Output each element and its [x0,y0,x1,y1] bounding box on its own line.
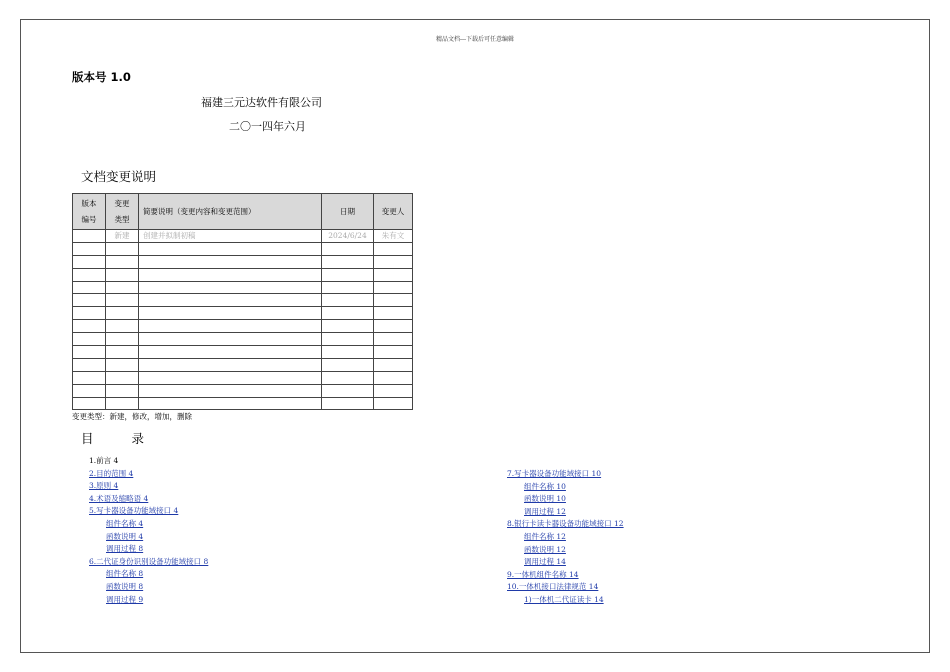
table-cell [139,294,322,307]
table-cell [374,397,413,410]
table-cell [139,242,322,255]
toc-entry[interactable] [507,544,624,557]
table-cell [73,333,106,346]
table-row [73,281,413,294]
table-cell [106,320,139,333]
table-row [73,371,413,384]
table-cell [139,358,322,371]
toc-link[interactable]: 3.原则 4 [89,481,119,491]
table-cell [374,242,413,255]
document-date: 二〇一四年六月 [229,120,306,133]
table-cell [106,281,139,294]
table-cell [322,294,374,307]
table-cell [106,358,139,371]
table-cell [106,346,139,359]
toc-entry[interactable] [89,543,208,556]
toc-link[interactable]: 函数说明 8 [106,581,144,591]
table-cell [139,371,322,384]
toc-link[interactable]: 调用过程 8 [106,544,144,554]
table-row [73,358,413,371]
table-cell [374,384,413,397]
table-cell [139,320,322,333]
toc-link[interactable]: 5.写卡器设备功能域接口 4 [89,506,179,516]
toc-entry[interactable] [507,468,624,481]
version-label: 版本号 1.0 [72,70,131,84]
table-cell [322,242,374,255]
toc-entry[interactable] [507,493,624,506]
table-header-row [73,194,413,230]
toc-link[interactable]: 4.术语及缩略语 4 [89,493,149,503]
table-cell [374,320,413,333]
table-cell [374,333,413,346]
toc-link[interactable]: 组件名称 4 [106,518,144,528]
table-cell [139,255,322,268]
toc-link[interactable]: 函数说明 10 [524,494,566,504]
table-cell [73,371,106,384]
table-cell [374,346,413,359]
toc-entry[interactable] [507,518,624,531]
toc-link[interactable]: 1)一体机二代证读卡 14 [524,594,604,604]
toc-link[interactable]: 组件名称 10 [524,481,566,491]
table-cell [322,384,374,397]
table-cell [106,371,139,384]
toc-link[interactable]: 组件名称 12 [524,531,566,541]
toc-text: 1.前言 4 [89,456,119,465]
table-row [73,384,413,397]
header-date: 日期 [322,194,374,230]
table-cell [73,294,106,307]
table-cell [322,255,374,268]
toc-right-column [507,468,624,607]
table-cell [73,320,106,333]
table-cell [73,307,106,320]
toc-entry[interactable] [507,481,624,494]
table-cell [106,268,139,281]
table-cell [139,397,322,410]
table-cell [139,333,322,346]
toc-entry[interactable] [89,505,208,518]
table-cell: 朱有文 [374,230,413,243]
table-cell [374,294,413,307]
change-types-note: 变更类型：新建，修改，增加，删除 [72,412,192,421]
table-cell: 创建并拟制初稿 [139,230,322,243]
change-log-title: 文档变更说明 [81,169,157,184]
table-cell: 2024/6/24 [322,230,374,243]
header-author: 变更人 [374,194,413,230]
table-row [73,255,413,268]
toc-entry[interactable] [89,531,208,544]
table-cell [73,281,106,294]
table-cell [106,307,139,320]
toc-link[interactable]: 调用过程 9 [106,594,144,604]
toc-entry[interactable] [89,480,208,493]
table-cell [322,371,374,384]
toc-entry [89,455,208,468]
table-row [73,346,413,359]
table-cell [73,242,106,255]
toc-left-column [89,455,208,606]
change-log-table [72,193,413,410]
company-name: 福建三元达软件有限公司 [201,96,322,109]
toc-entry[interactable] [89,556,208,569]
toc-entry[interactable] [507,594,624,607]
header-type: 变更 类型 [106,194,139,230]
toc-link[interactable]: 2.目的范围 4 [89,468,134,478]
table-row [73,333,413,346]
table-cell [106,333,139,346]
table-cell [322,346,374,359]
header-description: 简要说明（变更内容和变更范围） [139,194,322,230]
header-version: 版本 编号 [73,194,106,230]
toc-link[interactable]: 9.一体机组件名称 14 [507,569,579,579]
toc-entry[interactable] [89,568,208,581]
toc-entry[interactable] [507,581,624,594]
table-cell [374,358,413,371]
toc-link[interactable]: 6.二代证身份识别设备功能域接口 8 [89,556,209,566]
table-cell [322,268,374,281]
toc-entry[interactable] [507,569,624,582]
table-cell [73,384,106,397]
toc-entry[interactable] [89,493,208,506]
table-cell: 新建 [106,230,139,243]
table-cell [139,268,322,281]
table-row [73,294,413,307]
table-cell [322,320,374,333]
toc-link[interactable]: 组件名称 8 [106,569,144,579]
table-cell [374,281,413,294]
table-row [73,242,413,255]
table-cell [139,384,322,397]
toc-entry[interactable] [507,506,624,519]
table-row [73,320,413,333]
table-cell [73,346,106,359]
table-cell [139,281,322,294]
toc-link[interactable]: 7.写卡器设备功能域接口 10 [507,469,602,478]
toc-entry[interactable] [89,518,208,531]
table-cell [73,230,106,243]
table-cell [322,333,374,346]
toc-entry[interactable] [507,556,624,569]
toc-link[interactable]: 函数说明 12 [524,544,566,554]
toc-entry[interactable] [89,581,208,594]
table-cell [374,307,413,320]
toc-link[interactable]: 调用过程 12 [524,506,566,516]
table-cell [322,358,374,371]
toc-entry[interactable] [507,531,624,544]
table-cell [374,268,413,281]
table-cell [73,255,106,268]
table-cell [106,397,139,410]
toc-link[interactable]: 函数说明 4 [106,531,144,541]
table-cell [322,397,374,410]
table-cell [106,384,139,397]
toc-link[interactable]: 调用过程 14 [524,557,566,567]
table-cell [374,255,413,268]
table-cell [322,307,374,320]
toc-entry[interactable] [89,594,208,607]
table-cell [374,371,413,384]
table-cell [106,294,139,307]
table-cell [106,242,139,255]
table-cell [106,255,139,268]
table-cell [139,307,322,320]
header-note: 精品文档---下载后可任意编辑 [435,36,515,43]
toc-entry[interactable] [89,468,208,481]
table-row [73,230,413,243]
table-row [73,307,413,320]
toc-heading: 目 录 [81,431,145,446]
table-cell [322,281,374,294]
table-cell [139,346,322,359]
table-cell [73,268,106,281]
table-row [73,268,413,281]
toc-link[interactable]: 10.一体机接口法律规范 14 [507,582,599,592]
table-row [73,397,413,410]
table-cell [73,397,106,410]
table-cell [73,358,106,371]
toc-link[interactable]: 8.银行卡读卡器设备功能域接口 12 [507,519,624,529]
